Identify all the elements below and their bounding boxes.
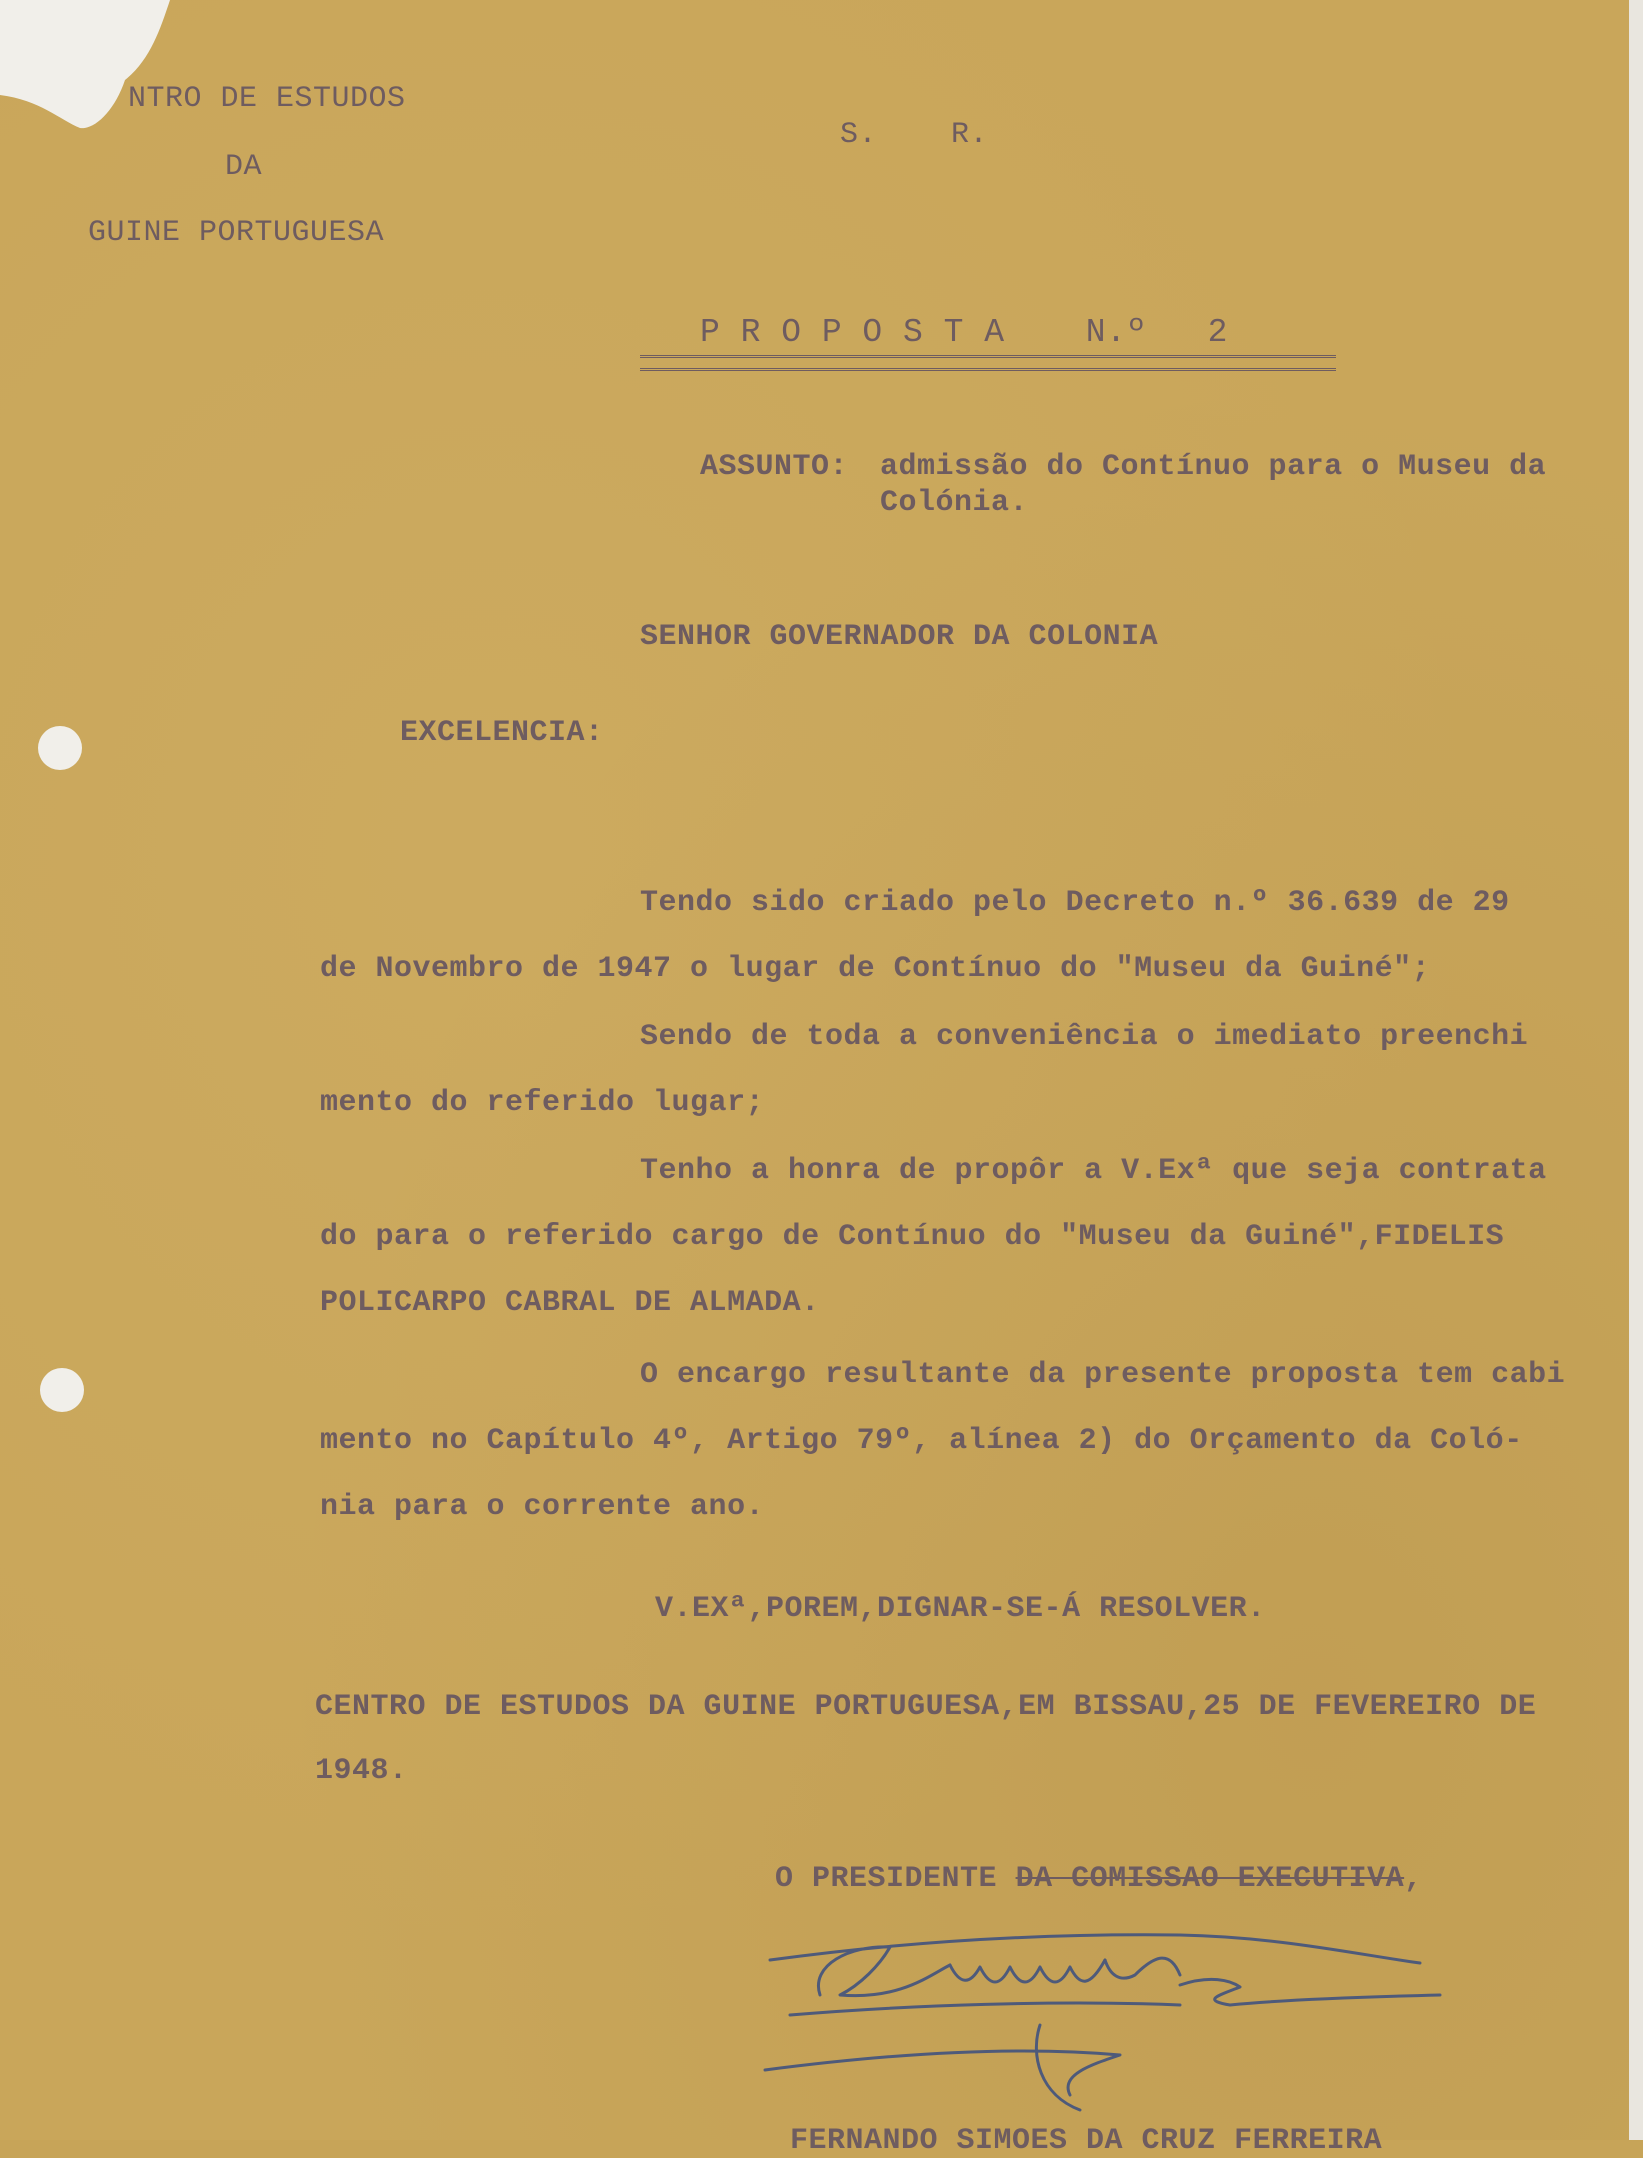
- org-name-line1: NTRO DE ESTUDOS: [128, 82, 406, 116]
- body-line: Sendo de toda a conveniência o imediato preenchi: [640, 1020, 1529, 1054]
- body-line: O encargo resultante da presente proposta tem cabi: [640, 1358, 1566, 1392]
- place-date-line1: CENTRO DE ESTUDOS DA GUINE PORTUGUESA,EM BISSAU,25 DE FEVEREIRO DE: [315, 1690, 1537, 1724]
- punch-hole: [38, 726, 82, 770]
- subject-label: ASSUNTO:: [700, 450, 849, 484]
- body-line: POLICARPO CABRAL DE ALMADA.: [320, 1286, 820, 1320]
- place-date-line2: 1948.: [315, 1754, 408, 1788]
- punch-hole: [40, 1368, 84, 1412]
- org-name-line2: DA: [225, 150, 263, 184]
- body-line: nia para o corrente ano.: [320, 1490, 765, 1524]
- body-line: mento no Capítulo 4º, Artigo 79º, alínea 2) do Orçamento da Coló-: [320, 1424, 1523, 1458]
- closing-formula: V.EXª,POREM,DIGNAR-SE-Á RESOLVER.: [655, 1592, 1266, 1626]
- signatory-title-prefix: O PRESIDENTE: [775, 1862, 998, 1896]
- subject-text-line2: Colónia.: [880, 486, 1029, 520]
- body-line: mento do referido lugar;: [320, 1086, 765, 1120]
- page-edge: [1629, 0, 1643, 2140]
- signatory-title-struck: DA COMISSAO EXECUTIVA: [1015, 1862, 1405, 1896]
- addressee: SENHOR GOVERNADOR DA COLONIA: [640, 620, 1159, 654]
- subject-text-line1: admissão do Contínuo para o Museu da: [880, 450, 1547, 484]
- body-line: Tendo sido criado pelo Decreto n.º 36.639 de 29: [640, 886, 1510, 920]
- signatory-name: FERNANDO SIMOES DA CRUZ FERREIRA: [790, 2124, 1383, 2158]
- body-line: de Novembro de 1947 o lugar de Contínuo do "Museu da Guiné";: [320, 952, 1431, 986]
- handwritten-signature: [760, 1905, 1460, 2135]
- signatory-title: [775, 1862, 1423, 1896]
- body-line: Tenho a honra de propôr a V.Exª que seja contrata: [640, 1154, 1547, 1188]
- sr-header: S. R.: [840, 118, 989, 152]
- title-double-rule: [640, 355, 1336, 371]
- signatory-title-suffix: ,: [1404, 1862, 1423, 1896]
- salutation: EXCELENCIA:: [400, 716, 604, 750]
- body-line: do para o referido cargo de Contínuo do "Museu da Guiné",FIDELIS: [320, 1220, 1505, 1254]
- document-title: P R O P O S T A N.º 2: [700, 314, 1228, 351]
- org-name-line3: GUINE PORTUGUESA: [88, 216, 385, 250]
